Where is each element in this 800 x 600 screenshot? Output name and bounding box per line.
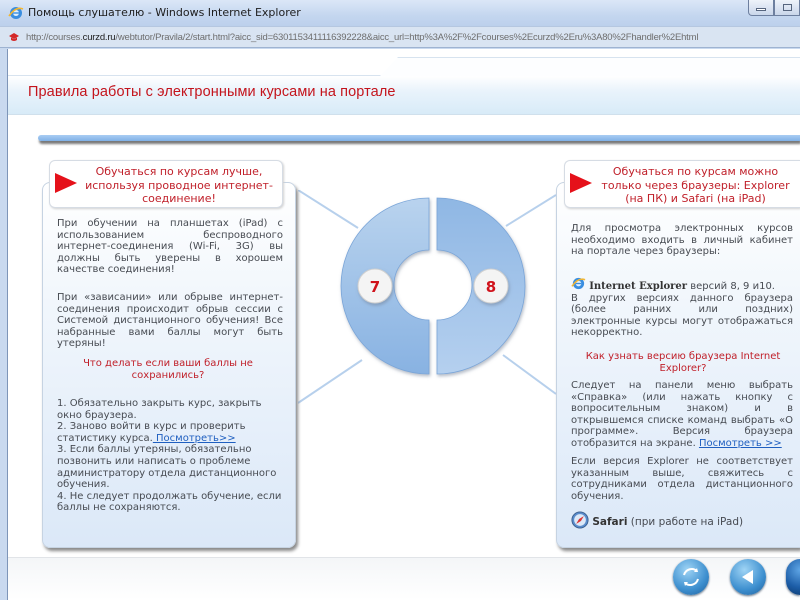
left-paragraph-2: При «зависании» или обрыве интернет-соединения происходит обрыв сессии с Системой дистанционного обучения! Все набранные вами баллы могут быть утеряны! (57, 292, 283, 350)
refresh-icon (673, 559, 709, 595)
step-2-text: 2. Заново войти в курс и проверить статистику курса. (57, 421, 246, 444)
maximize-button[interactable] (774, 0, 800, 16)
view-version-link[interactable]: Посмотреть >> (698, 437, 782, 449)
safari-block (571, 511, 793, 529)
badge-right-number: 8 (485, 278, 497, 296)
howto-block (571, 380, 793, 450)
connector-line (298, 360, 362, 403)
left-paragraph-1: При обучении на планшетах (iPad) с использованием беспроводного интернет-соединения (Wi-Fi, 3G) вы должны быть уверены в хорошем качестве соединения! (57, 218, 283, 276)
header-tab-decoration (380, 57, 800, 76)
right-callout (564, 160, 800, 208)
step-3: 3. Если баллы утеряны, обязательно позвонить или написать о проблеме администратору отдела дистанционного обучения. (57, 444, 277, 491)
refresh-button[interactable] (673, 559, 709, 595)
mismatch-text: Если версия Explorer не соответствует указанным выше, свяжитесь с сотрудниками отдела дистанционного обучения. (571, 456, 793, 502)
ie-icon (8, 5, 24, 21)
url-path: /webtutor/Pravila/2/start.html?aicc_sid=6301153411116392228&aicc_url=http%3A%2F%2Fcourses%2Ecurzd%2Eru%3A80%2Fhandler%2Ehtml (115, 32, 699, 43)
right-question: Как узнать версию браузера Internet Explorer? (585, 351, 781, 374)
badge-left-number: 7 (369, 278, 381, 296)
back-arrow-icon (730, 559, 766, 595)
window-controls (748, 0, 800, 16)
back-button[interactable] (730, 559, 766, 595)
url-domain: curzd.ru (82, 32, 116, 43)
ie-name: Internet Explorer (589, 281, 688, 292)
title-bar (0, 0, 800, 26)
page-content (7, 49, 800, 600)
next-button[interactable] (786, 559, 800, 595)
minimize-icon (756, 8, 766, 11)
connector-line (503, 355, 556, 394)
play-arrow-icon (55, 173, 77, 193)
address-bar[interactable] (0, 26, 800, 48)
ring-diagram (298, 190, 556, 450)
page-title: Правила работы с электронными курсами на портале (28, 84, 396, 100)
safari-compass-icon (571, 511, 589, 529)
window-title: Помощь слушателю - Windows Internet Explorer (28, 6, 301, 19)
left-callout-text: Обучаться по курсам лучше, используя проводное интернет-соединение! (85, 165, 273, 205)
right-callout-text: Обучаться по курсам можно только через браузеры: Explorer (на ПК) и Safari (на iPad) (601, 165, 790, 205)
step-4: 4. Не следует продолжать обучение, если баллы не сохраняются. (57, 490, 282, 514)
play-arrow-icon (570, 173, 592, 193)
safari-name: Safari (592, 516, 628, 528)
url-field[interactable] (26, 32, 794, 43)
ie-block (571, 276, 793, 339)
left-callout (49, 160, 283, 208)
view-stats-link[interactable]: Посмотреть>> (152, 432, 236, 444)
left-steps (57, 398, 283, 514)
ie-note: В других версиях данного браузера (более ранних или поздних) электронные курсы могут отображаться некорректно. (571, 292, 793, 339)
maximize-icon (783, 4, 792, 11)
right-intro: Для просмотра электронных курсов необходимо входить в личный кабинет на портале через браузеры: (571, 223, 793, 258)
minimize-button[interactable] (748, 0, 774, 16)
step-1: 1. Обязательно закрыть курс, закрыть окно браузера. (57, 398, 262, 421)
site-favicon (8, 31, 20, 43)
left-question: Что делать если ваши баллы не сохранились? (83, 358, 253, 381)
ie-logo-icon (571, 276, 586, 291)
howto-text: Следует на панели меню выбрать «Справка» (или нажать кнопку с вопросительным знаком) и в открывшемся списке команд выбрать «О программе». Версия браузера отобразится на экране. (571, 380, 793, 449)
ie-versions: версий 8, 9 и10. (687, 281, 775, 292)
url-prefix: http://courses. (26, 32, 83, 43)
connector-line (298, 190, 358, 228)
safari-note: (при работе на iPad) (627, 516, 744, 528)
divider-rule (38, 135, 800, 141)
step-2 (57, 421, 283, 444)
connector-line (506, 195, 556, 226)
